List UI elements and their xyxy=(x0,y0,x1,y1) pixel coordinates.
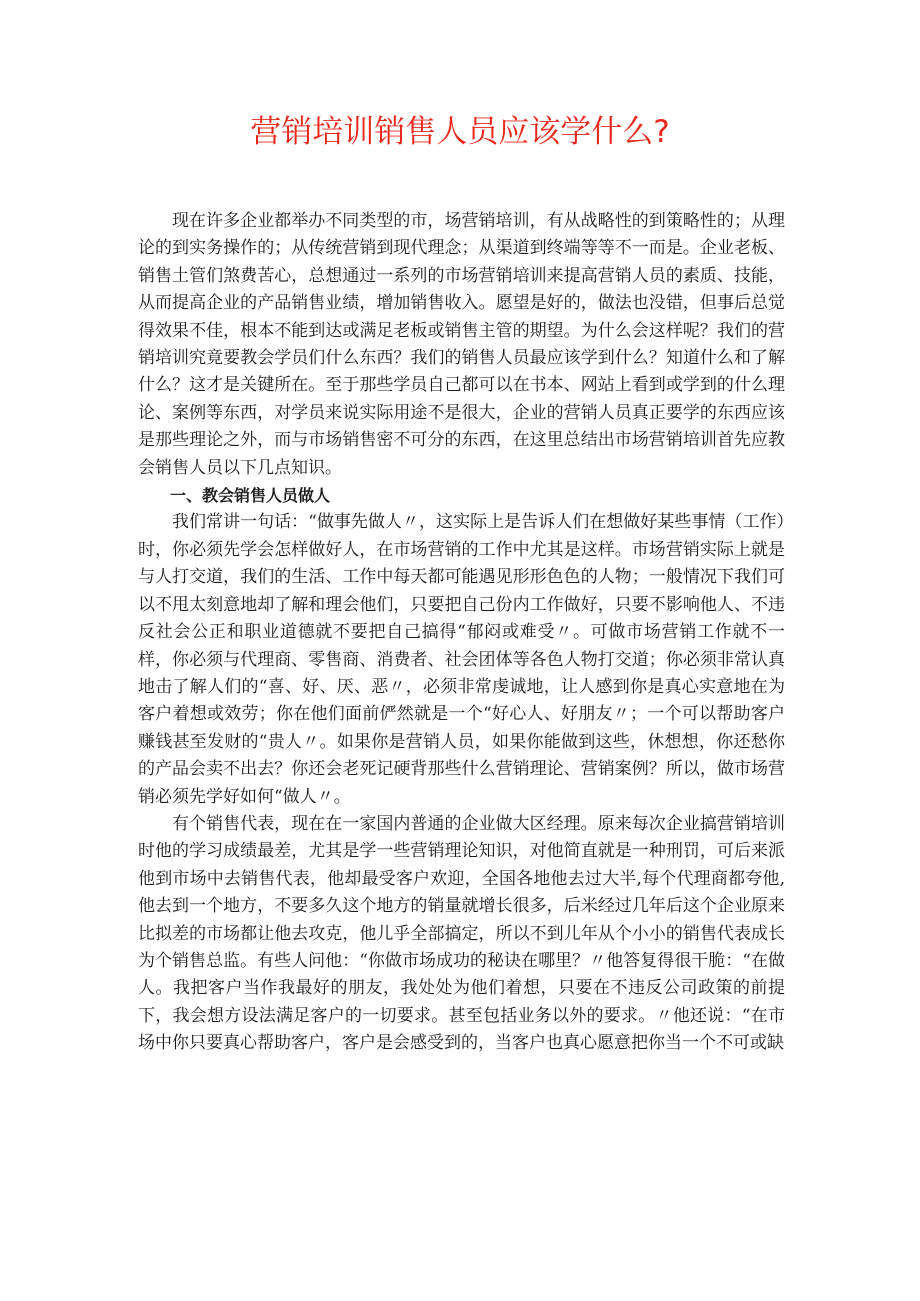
section-paragraph: 有个销售代表，现在在一家国内普通的企业做大区经理。原来每次企业搞营销培训时他的学习成绩最差，尤其是学一些营销理论知识，对他简直就是一种刑罚，可后来派他到市场中去销售代表，他却最受客户欢迎，全国各地他去过大半,每个代理商都夸他,他去到一个地方，不要多久这个地方的销量就增长很多，后米经过几年后这个企业原来比拟差的市场都让他去攻克，他儿乎全部搞定，所以不到儿年从个小小的销售代表成长为个销售总监。有些人问他：“你做市场成功的秘诀在哪里？〃他答复得很干脆：“在做人。我把客户当作我最好的朋友，我处处为他们着想，只要在不违反公司政策的前提下，我会想方设法满足客户的一切要求。甚至包括业务以外的要求。〃他还说：“在市场中你只要真心帮助客户，客户是会感受到的，当客户也真心愿意把你当一个不可或缺 xyxy=(138,813,785,1054)
section-paragraph: 我们常讲一句话：“做事先做人〃，这实际上是告诉人们在想做好某些事情（工作）时，你必须先学会怎样做好人，在市场营销的工作中尤其是这样。市场营销实际上就是与人打交道，我们的生活、工作中每天都可能遇见形形色色的人物；一般情况下我们可以不甩太刻意地却了解和理会他们，只要把自己份内工作做好，只要不影响他人、不违反社会公正和职业道德就不要把自己搞得“郁闷或难受〃。可做市场营销工作就不一样，你必须与代理商、零售商、消费者、社会团体等各色人物打交道；你必须非常认真地击了解人们的“喜、好、厌、恶〃，必须非常虔诚地，让人感到你是真心实意地在为客户着想或效劳；你在他们面前俨然就是一个“好心人、好朋友〃；一个可以帮助客户赚钱甚至发财的“贵人〃。如果你是营销人员，如果你能做到这些，休想想，你还愁你的产品会卖不出去？你还会老死记硬背那些什么营销理论、营销案例？所以，做市场营销必须先学好如何“做人〃。 xyxy=(138,512,785,807)
document-title: 营销培训销售人员应该学什么? xyxy=(250,114,670,150)
document-body xyxy=(138,208,785,1058)
intro-paragraph: 现在许多企业都举办不同类型的市，场营销培训，有从战略性的到策略性的；从理论的到实务操作的；从传统营销到现代理念；从渠道到终端等等不一而是。企业老板、销售土管们煞费苦心，总想通过一系列的市场营销培训来提高营销人员的素质、技能，从而提高企业的产品销售业绩，增加销售收入。愿望是好的，做法也没错，但事后总觉得效果不佳，根本不能到达或满足老板或销售主管的期望。为什么会这样呢？我们的营销培训究竟要教会学员们什么东西？我们的销售人员最应该学到什么？知道什么和了解什么？这才是关键所在。至于那些学员自己都可以在书本、网站上看到或学到的什么理论、案例等东西，对学员来说实际用途不是很大，企业的营销人员真正要学的东西应该是那些理论之外，而与市场销售密不可分的东西，在这里总结出市场营销培训首先应教会销售人员以下几点知识。 xyxy=(138,211,785,478)
section-heading: 一、教会销售人员做人 xyxy=(170,486,331,506)
